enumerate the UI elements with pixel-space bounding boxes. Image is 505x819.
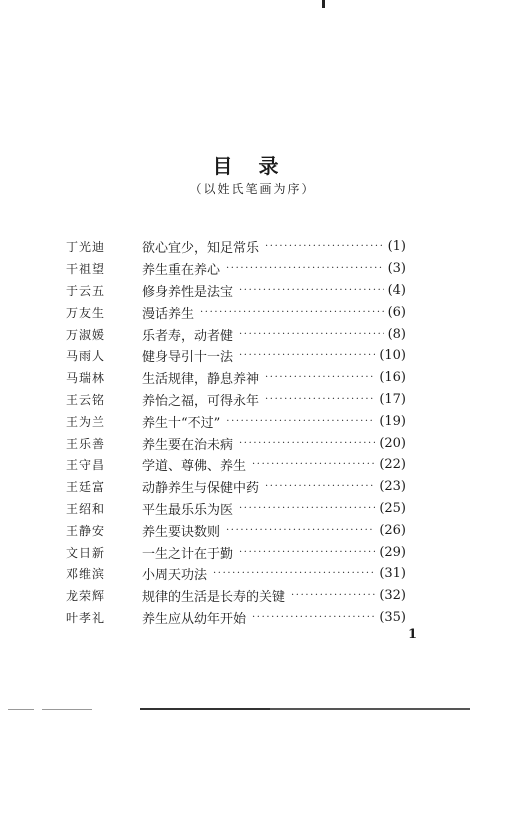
toc-entry-page: (16) bbox=[379, 370, 406, 386]
toc-entry-title: 养生应从幼年开始 bbox=[142, 611, 247, 627]
toc-entry bbox=[66, 585, 406, 607]
toc-entry-title: 健身导引十一法 bbox=[142, 350, 234, 366]
toc-dot-leader bbox=[239, 438, 375, 449]
toc-entry bbox=[66, 258, 406, 280]
footer-rule bbox=[140, 708, 270, 710]
toc-dot-leader bbox=[265, 481, 375, 492]
footer-rule bbox=[42, 709, 92, 710]
toc-entry bbox=[66, 476, 406, 498]
toc-entry-title: 养怡之福，可得永年 bbox=[142, 393, 260, 409]
toc-entry bbox=[66, 432, 406, 454]
toc-entry-author: 王绍和 bbox=[66, 501, 106, 516]
toc-entry-title: 一生之计在于勤 bbox=[142, 546, 234, 562]
toc-dot-leader bbox=[200, 307, 384, 318]
toc-dot-leader bbox=[265, 394, 375, 405]
page-title: 目录 bbox=[212, 154, 305, 178]
toc-entry-page: (19) bbox=[379, 413, 406, 429]
top-edge-mark bbox=[322, 0, 325, 8]
toc-dot-leader bbox=[239, 350, 375, 361]
toc-dot-leader bbox=[265, 241, 384, 252]
toc-entry-page: (6) bbox=[387, 304, 406, 320]
toc-entry-author: 王守昌 bbox=[66, 458, 106, 473]
toc-entry-title: 规律的生活是长寿的关键 bbox=[142, 590, 286, 606]
toc-entry bbox=[66, 323, 406, 345]
toc-dot-leader bbox=[291, 590, 375, 601]
toc-entry bbox=[66, 454, 406, 476]
toc-entry-title: 平生最乐乐为医 bbox=[142, 502, 234, 518]
toc-dot-leader bbox=[226, 416, 375, 427]
footer-rule bbox=[8, 709, 34, 710]
toc-entry-title: 欲心宜少，知足常乐 bbox=[142, 241, 260, 257]
toc-entry-page: (29) bbox=[379, 544, 406, 560]
toc-dot-leader bbox=[213, 568, 375, 579]
toc-entry bbox=[66, 607, 406, 629]
page-subtitle: （以姓氏笔画为序） bbox=[189, 182, 316, 196]
toc-dot-leader bbox=[252, 612, 375, 623]
toc-entry bbox=[66, 367, 406, 389]
toc-entry-title: 修身养性是法宝 bbox=[142, 284, 234, 300]
toc-dot-leader bbox=[239, 329, 384, 340]
toc-entry-title: 生活规律，静息养神 bbox=[142, 372, 260, 388]
page-number: 1 bbox=[408, 627, 418, 642]
toc-entry bbox=[66, 389, 406, 411]
toc-entry-title: 小周天功法 bbox=[142, 568, 208, 584]
toc-entry bbox=[66, 345, 406, 367]
toc-dot-leader bbox=[252, 459, 375, 470]
toc-entry-title: 养生要诀数则 bbox=[142, 524, 221, 540]
toc-dot-leader bbox=[265, 372, 375, 383]
toc-entry bbox=[66, 541, 406, 563]
toc-entry-page: (20) bbox=[379, 435, 406, 451]
toc-dot-leader bbox=[239, 547, 375, 558]
toc-entry bbox=[66, 280, 406, 302]
toc-entry-author: 叶孝礼 bbox=[66, 610, 106, 625]
toc-entry-page: (4) bbox=[387, 282, 406, 298]
toc-dot-leader bbox=[239, 503, 375, 514]
toc-entry-page: (25) bbox=[379, 500, 406, 516]
toc-entry-author: 万淑媛 bbox=[66, 327, 106, 342]
toc-entry-title: 养生要在治未病 bbox=[142, 437, 234, 453]
toc-entry bbox=[66, 519, 406, 541]
toc-entry-title: 动静养生与保健中药 bbox=[142, 481, 260, 497]
toc-entry-author: 王乐善 bbox=[66, 436, 106, 451]
toc-entry-author: 王为兰 bbox=[66, 414, 106, 429]
toc-entry-author: 干祖望 bbox=[66, 262, 106, 277]
footer-rule bbox=[270, 708, 470, 710]
toc-entry-page: (17) bbox=[379, 391, 406, 407]
toc-dot-leader bbox=[226, 263, 384, 274]
toc-entry-author: 于云五 bbox=[66, 283, 106, 298]
toc-entry-author: 龙荣辉 bbox=[66, 589, 106, 604]
toc-entry-author: 王廷富 bbox=[66, 480, 106, 495]
toc-entry-page: (10) bbox=[379, 348, 406, 364]
table-of-contents bbox=[66, 236, 406, 628]
toc-entry-page: (1) bbox=[387, 239, 406, 255]
toc-entry-page: (22) bbox=[379, 457, 406, 473]
toc-entry-title: 养生重在养心 bbox=[142, 263, 221, 279]
toc-entry-author: 王静安 bbox=[66, 523, 106, 538]
toc-entry-page: (35) bbox=[379, 609, 406, 625]
toc-entry bbox=[66, 301, 406, 323]
toc-dot-leader bbox=[226, 525, 375, 536]
toc-entry-title: 乐者寿，动者健 bbox=[142, 328, 234, 344]
toc-entry-title: 养生十“不过” bbox=[142, 415, 221, 431]
toc-entry bbox=[66, 410, 406, 432]
toc-entry-author: 丁光迪 bbox=[66, 240, 106, 255]
toc-entry-page: (31) bbox=[379, 566, 406, 582]
toc-entry bbox=[66, 498, 406, 520]
toc-entry-author: 马瑞林 bbox=[66, 371, 106, 386]
toc-entry-title: 学道、尊佛、养生 bbox=[142, 459, 247, 475]
toc-entry bbox=[66, 563, 406, 585]
toc-entry-author: 王云铭 bbox=[66, 392, 106, 407]
toc-entry-page: (3) bbox=[387, 261, 406, 277]
toc-entry-page: (23) bbox=[379, 479, 406, 495]
toc-entry-page: (26) bbox=[379, 522, 406, 538]
toc-entry-page: (32) bbox=[379, 588, 406, 604]
toc-entry-title: 漫话养生 bbox=[142, 306, 195, 322]
toc-entry-author: 文日新 bbox=[66, 545, 106, 560]
toc-entry-author: 邓维滨 bbox=[66, 567, 106, 582]
toc-entry-author: 万友生 bbox=[66, 305, 106, 320]
toc-entry-author: 马雨人 bbox=[66, 349, 106, 364]
toc-entry-page: (8) bbox=[387, 326, 406, 342]
toc-entry bbox=[66, 236, 406, 258]
toc-dot-leader bbox=[239, 285, 384, 296]
